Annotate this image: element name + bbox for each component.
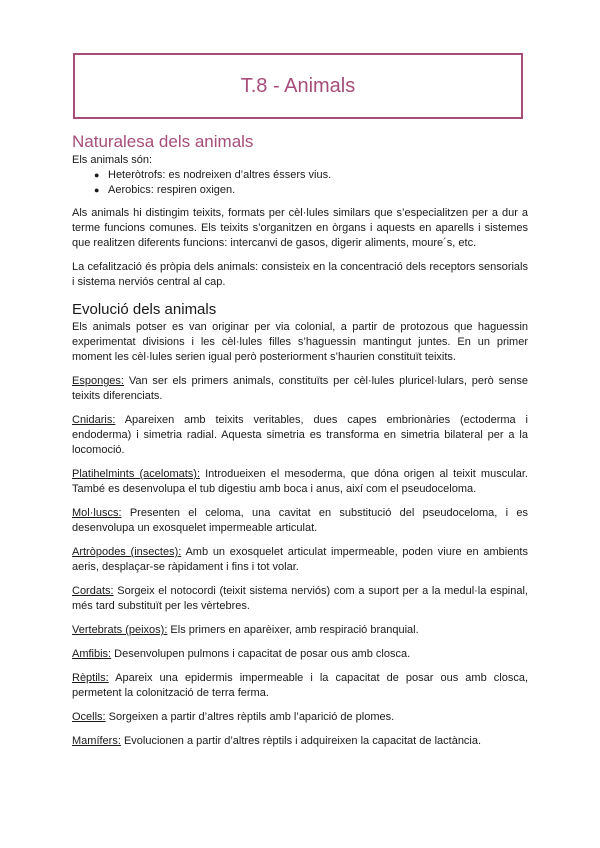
animal-group-term: Mamífers: bbox=[72, 735, 121, 747]
animal-group-paragraph bbox=[72, 506, 528, 536]
animal-group-description: Sorgeix el notocordi (teixit sistema nerviós) com a suport per a la medul·la espinal, més tard substituït per les vèrtebres. bbox=[72, 585, 528, 612]
animal-group-term: Artròpodes (insectes): bbox=[72, 546, 182, 558]
animal-group-paragraph bbox=[72, 710, 528, 725]
animal-group-description: Apareixen amb teixits veritables, dues capes embrionàries (ectoderma i endoderma) i simetria radial. Aquesta simetria es transforma en simetria bilateral per a la locomoció. bbox=[72, 414, 528, 456]
animal-group-term: Cnidaris: bbox=[72, 414, 116, 426]
animal-group-description: Desenvolupen pulmons i capacitat de posar ous amb closca. bbox=[111, 648, 411, 660]
animal-group-term: Mol·luscs: bbox=[72, 507, 122, 519]
list-item: ● Aerobics: respiren oxigen. bbox=[94, 183, 528, 198]
paragraph-teixits: Als animals hi distingim teixits, formats per cèl·lules similars que s’especialitzen per a dur a terme funcions comunes. Els teixits s’organitzen en òrgans i aquests en aparells i sistemes que realitzen diferents funcions: intercanvi de gasos, digerir aliments, moure´s, etc. bbox=[72, 207, 528, 249]
animal-group-term: Vertebrats (peixos): bbox=[72, 624, 168, 636]
paragraph-origen: Els animals potser es van originar per via colonial, a partir de protozous que haguessin experimentat divisions i les cèl·lules filles s’haguessin mantingut juntes. En un primer moment les cèl·lules serien igual però posteriorment s’haurien constituït teixits. bbox=[72, 321, 528, 363]
animal-group-description: Van ser els primers animals, constituïts per cèl·lules pluricel·lulars, però sense teixits diferenciats. bbox=[72, 375, 528, 402]
animal-group-paragraph bbox=[72, 545, 528, 575]
animal-group-term: Amfibis: bbox=[72, 648, 112, 660]
animal-group-paragraph bbox=[72, 413, 528, 458]
animal-group-term: Rèptils: bbox=[72, 672, 109, 684]
animal-group-term: Esponges: bbox=[72, 375, 124, 387]
animal-group-description: Presenten el celoma, una cavitat en substitució del pseudoceloma, i es desenvolupa un exosquelet impermeable articulat. bbox=[72, 507, 528, 534]
animal-group-description: Evolucionen a partir d’altres rèptils i adquireixen la capacitat de lactància. bbox=[120, 735, 482, 747]
document-body bbox=[72, 131, 528, 749]
animal-group-paragraph bbox=[72, 467, 528, 497]
animal-group-description: Introdueixen el mesoderma, que dóna origen al teixit muscular. També es desenvolupa el tub digestiu amb boca i anus, així com el pseudoceloma. bbox=[72, 468, 528, 495]
section1-intro: Els animals són: bbox=[72, 154, 153, 166]
animal-group-paragraph bbox=[72, 647, 528, 662]
animal-group-term: Platihelmints (acelomats): bbox=[72, 468, 200, 480]
page-title: T.8 - Animals bbox=[240, 74, 356, 97]
animal-group-paragraph bbox=[72, 584, 528, 614]
animal-group-paragraph bbox=[72, 671, 528, 701]
animal-group-term: Ocells: bbox=[72, 711, 106, 723]
animal-group-description: Sorgeixen a partir d’altres rèptils amb l’aparició de plomes. bbox=[105, 711, 395, 723]
title-box bbox=[73, 53, 523, 119]
animal-group-paragraph bbox=[72, 374, 528, 404]
animal-groups-list bbox=[72, 365, 528, 749]
animal-group-paragraph bbox=[72, 623, 528, 638]
animal-group-paragraph bbox=[72, 734, 528, 749]
section-heading-evolucio: Evolució dels animals bbox=[72, 301, 217, 318]
list-item: ● Heteròtrofs: es nodreixen d’altres éssers vius. bbox=[94, 168, 528, 183]
animal-group-description: Apareix una epidermis impermeable i la capacitat de posar ous amb closca, permetent la colonització de terra ferma. bbox=[72, 672, 528, 699]
paragraph-cefalitzacio: La cefalització és pròpia dels animals: consisteix en la concentració dels receptors sensorials i sistema nerviós central al cap. bbox=[72, 261, 528, 288]
animal-group-description: Els primers en aparèixer, amb respiració branquial. bbox=[167, 624, 419, 636]
animal-group-term: Cordats: bbox=[72, 585, 114, 597]
characteristics-list bbox=[72, 168, 528, 197]
section-heading-naturalesa: Naturalesa dels animals bbox=[72, 132, 254, 151]
animal-group-description: Amb un exosquelet articulat impermeable, poden viure en ambients aeris, desplaçar-se ràpidament i fins i tot volar. bbox=[72, 546, 528, 573]
